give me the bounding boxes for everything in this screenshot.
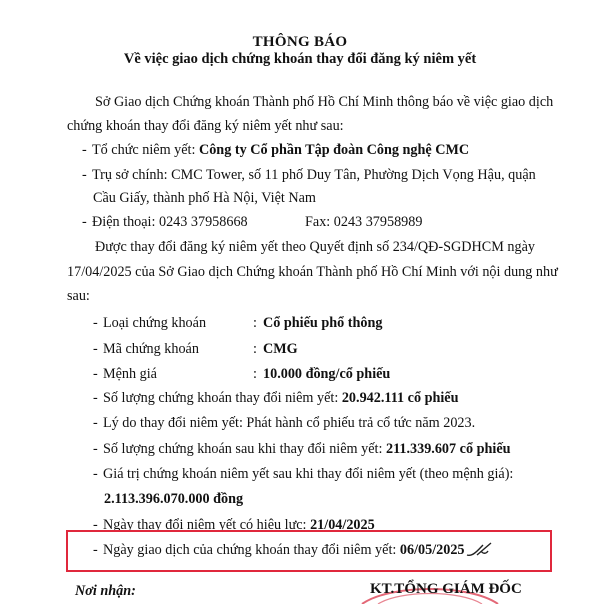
address-row: - Trụ sở chính: CMC Tower, số 11 phố Duy Tân, Phường Dịch Vọng Hậu, quận bbox=[82, 167, 536, 183]
after-qty-label: Số lượng chứng khoán sau khi thay đổi niêm yết: bbox=[103, 441, 386, 457]
phone: Điện thoại: 0243 37958668 bbox=[92, 214, 248, 230]
reason-row: - Lý do thay đổi niêm yết: Phát hành cổ phiếu trả cổ tức năm 2023. bbox=[93, 415, 476, 431]
par-value-row: - Mệnh giá : 10.000 đồng/cổ phiếu bbox=[93, 366, 391, 382]
security-code-value: CMG bbox=[263, 341, 298, 357]
change-qty-label: Số lượng chứng khoán thay đổi niêm yết: bbox=[103, 390, 342, 406]
address-line-1: Trụ sở chính: CMC Tower, số 11 phố Duy Tân, Phường Dịch Vọng Hậu, quận bbox=[92, 167, 536, 183]
org-name-row: - Tổ chức niêm yết: Công ty Cổ phần Tập đoàn Công nghệ CMC bbox=[82, 142, 470, 158]
decision-line-1: Được thay đổi đăng ký niêm yết theo Quyết định số 234/QĐ-SGDHCM ngày bbox=[95, 239, 535, 255]
recipients-label: Nơi nhận: bbox=[75, 583, 136, 599]
intro-line-1: Sở Giao dịch Chứng khoán Thành phố Hồ Chí Minh thông báo về việc giao dịch bbox=[95, 94, 554, 110]
change-qty-value: 20.942.111 cổ phiếu bbox=[341, 390, 459, 406]
document-subtitle: Về việc giao dịch chứng khoán thay đổi đăng ký niêm yết bbox=[123, 51, 477, 67]
org-label: Tổ chức niêm yết: bbox=[92, 142, 199, 158]
address-line-2: Cầu Giấy, thành phố Hà Nội, Việt Nam bbox=[93, 190, 316, 206]
security-type-row: - Loại chứng khoán : Cổ phiếu phổ thông bbox=[93, 315, 383, 331]
security-code-label: Mã chứng khoán bbox=[103, 341, 199, 357]
change-qty-row: - Số lượng chứng khoán thay đổi niêm yết: 20.942.111 cổ phiếu bbox=[93, 390, 459, 406]
trading-date-label: Ngày giao dịch của chứng khoán thay đổi niêm yết: bbox=[103, 542, 400, 558]
handwritten-mark-icon bbox=[463, 537, 493, 563]
effective-date-label: Ngày thay đổi niêm yết có hiệu lực: bbox=[103, 517, 311, 533]
document-title: THÔNG BÁO bbox=[252, 34, 348, 50]
decision-line-2: 17/04/2025 của Sở Giao dịch Chứng khoán Thành phố Hồ Chí Minh với nội dung như bbox=[67, 264, 558, 280]
effective-date-row: - Ngày thay đổi niêm yết có hiệu lực: 21/04/2025 bbox=[93, 517, 375, 533]
effective-date: 21/04/2025 bbox=[310, 517, 375, 533]
signature-title: KT.TỔNG GIÁM ĐỐC bbox=[370, 581, 522, 597]
fax: Fax: 0243 37958989 bbox=[305, 214, 423, 230]
after-qty-row: - Số lượng chứng khoán sau khi thay đổi niêm yết: 211.339.607 cổ phiếu bbox=[93, 441, 511, 457]
listed-value-amount: 2.113.396.070.000 đồng bbox=[104, 491, 244, 507]
trading-date-row: - Ngày giao dịch của chứng khoán thay đổi niêm yết: 06/05/2025 bbox=[93, 542, 465, 558]
security-code-row: - Mã chứng khoán : CMG bbox=[93, 341, 298, 357]
par-value: 10.000 đồng/cổ phiếu bbox=[263, 366, 391, 382]
phone-row: - Điện thoại: 0243 37958668 bbox=[82, 214, 248, 230]
after-qty-value: 211.339.607 cổ phiếu bbox=[385, 441, 511, 457]
org-name: Công ty Cổ phần Tập đoàn Công nghệ CMC bbox=[198, 142, 470, 158]
security-type-label: Loại chứng khoán bbox=[103, 315, 207, 331]
security-type-value: Cổ phiếu phổ thông bbox=[263, 315, 383, 331]
listed-value-label: Giá trị chứng khoán niêm yết sau khi thay đổi niêm yết (theo mệnh giá): bbox=[103, 466, 514, 482]
decision-line-3: sau: bbox=[67, 288, 90, 304]
reason: Lý do thay đổi niêm yết: Phát hành cổ phiếu trả cổ tức năm 2023. bbox=[103, 415, 476, 431]
par-value-label: Mệnh giá bbox=[103, 366, 157, 382]
intro-line-2: chứng khoán thay đổi đăng ký niêm yết như sau: bbox=[67, 118, 344, 134]
trading-date: 06/05/2025 bbox=[399, 542, 465, 558]
listed-value-row: - Giá trị chứng khoán niêm yết sau khi thay đổi niêm yết (theo mệnh giá): bbox=[93, 466, 514, 482]
